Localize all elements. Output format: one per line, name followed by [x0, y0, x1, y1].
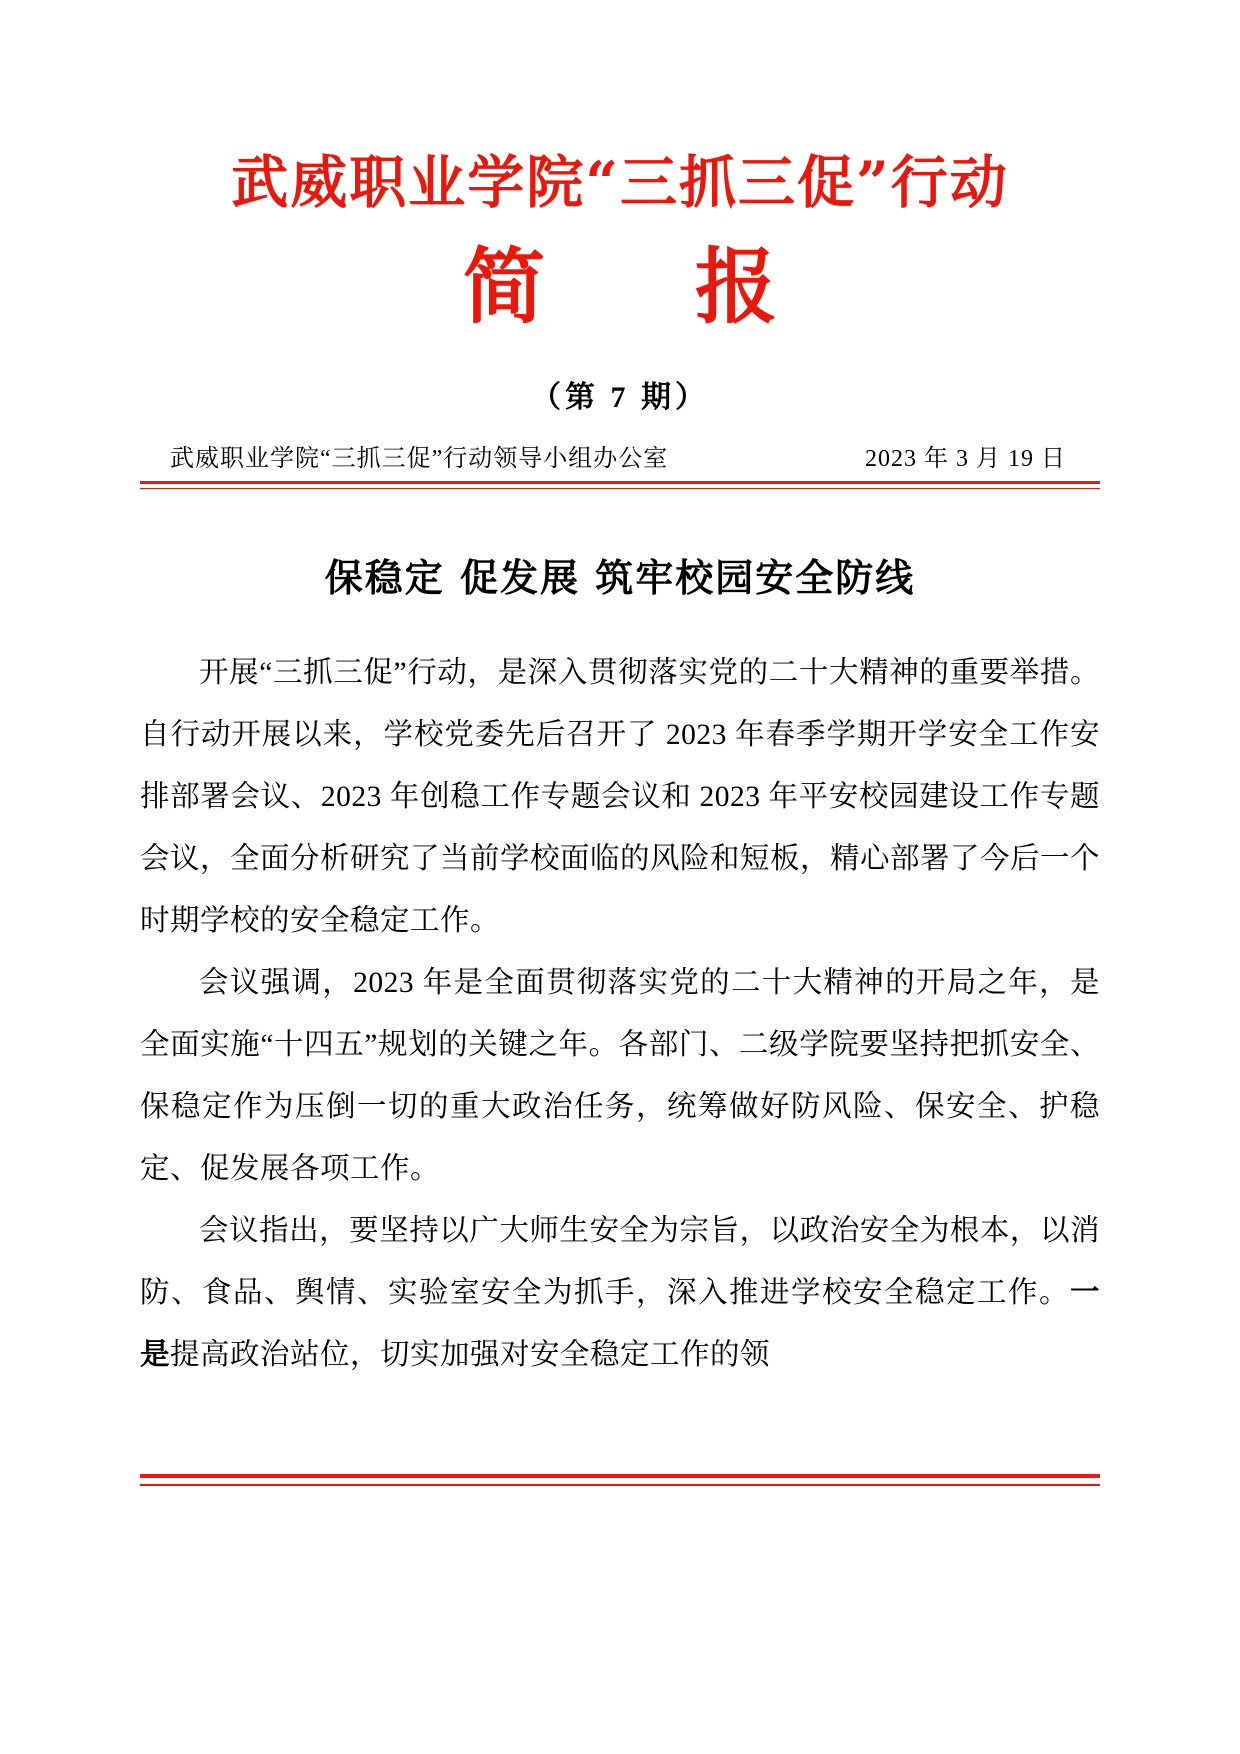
masthead [140, 0, 1100, 416]
article-paragraph-3-text-part1: 会议指出，要坚持以广大师生安全为宗旨，以政治安全为根本，以消防、食品、舆情、实验室安全为抓手，深入推进学校安全稳定工作。 [140, 1215, 1100, 1310]
footer-rule-thick [140, 1474, 1100, 1478]
issuing-office: 武威职业学院“三抓三促”行动领导小组办公室 [170, 446, 669, 473]
issue-number: （第 7 期） [531, 381, 709, 415]
masthead-meta-row [140, 438, 1100, 481]
article-paragraph-3-emphasis: 一是 [140, 1277, 1100, 1372]
masthead-title-line1: 武威职业学院“三抓三促”行动 [231, 149, 1009, 216]
article-paragraph-1: 开展“三抓三促”行动，是深入贯彻落实党的二十大精神的重要举措。自行动开展以来，学校党委先后召开了 2023 年春季学期开学安全工作安排部署会议、2023 年创稳工作专题会议和 2023 年平安校园建设工作专题会议，全面分析研究了当前学校面临的风险和短板，精心部署了今后一个时期学校的安全稳定工作。 [140, 657, 1101, 938]
issue-date: 2023 年 3 月 19 日 [865, 446, 1066, 473]
masthead-title-line2: 简 报 [462, 238, 811, 335]
article-title: 保稳定 促发展 筑牢校园安全防线 [324, 555, 916, 601]
masthead-divider-rule [140, 481, 1100, 489]
article-paragraph-3 [140, 1200, 1100, 1386]
footer-divider-rules [140, 1474, 1100, 1486]
article-body [140, 642, 1100, 1386]
article-paragraph-3-text-part2: 提高政治站位，切实加强对安全稳定工作的领 [170, 1339, 771, 1372]
article-paragraph-2: 会议强调，2023 年是全面贯彻落实党的二十大精神的开局之年，是全面实施“十四五”规划的关键之年。各部门、二级学院要坚持把抓安全、保稳定作为压倒一切的重大政治任务，统筹做好防风险、保安全、护稳定、促发展各项工作。 [140, 967, 1100, 1186]
footer-rule-thin [140, 1484, 1100, 1486]
